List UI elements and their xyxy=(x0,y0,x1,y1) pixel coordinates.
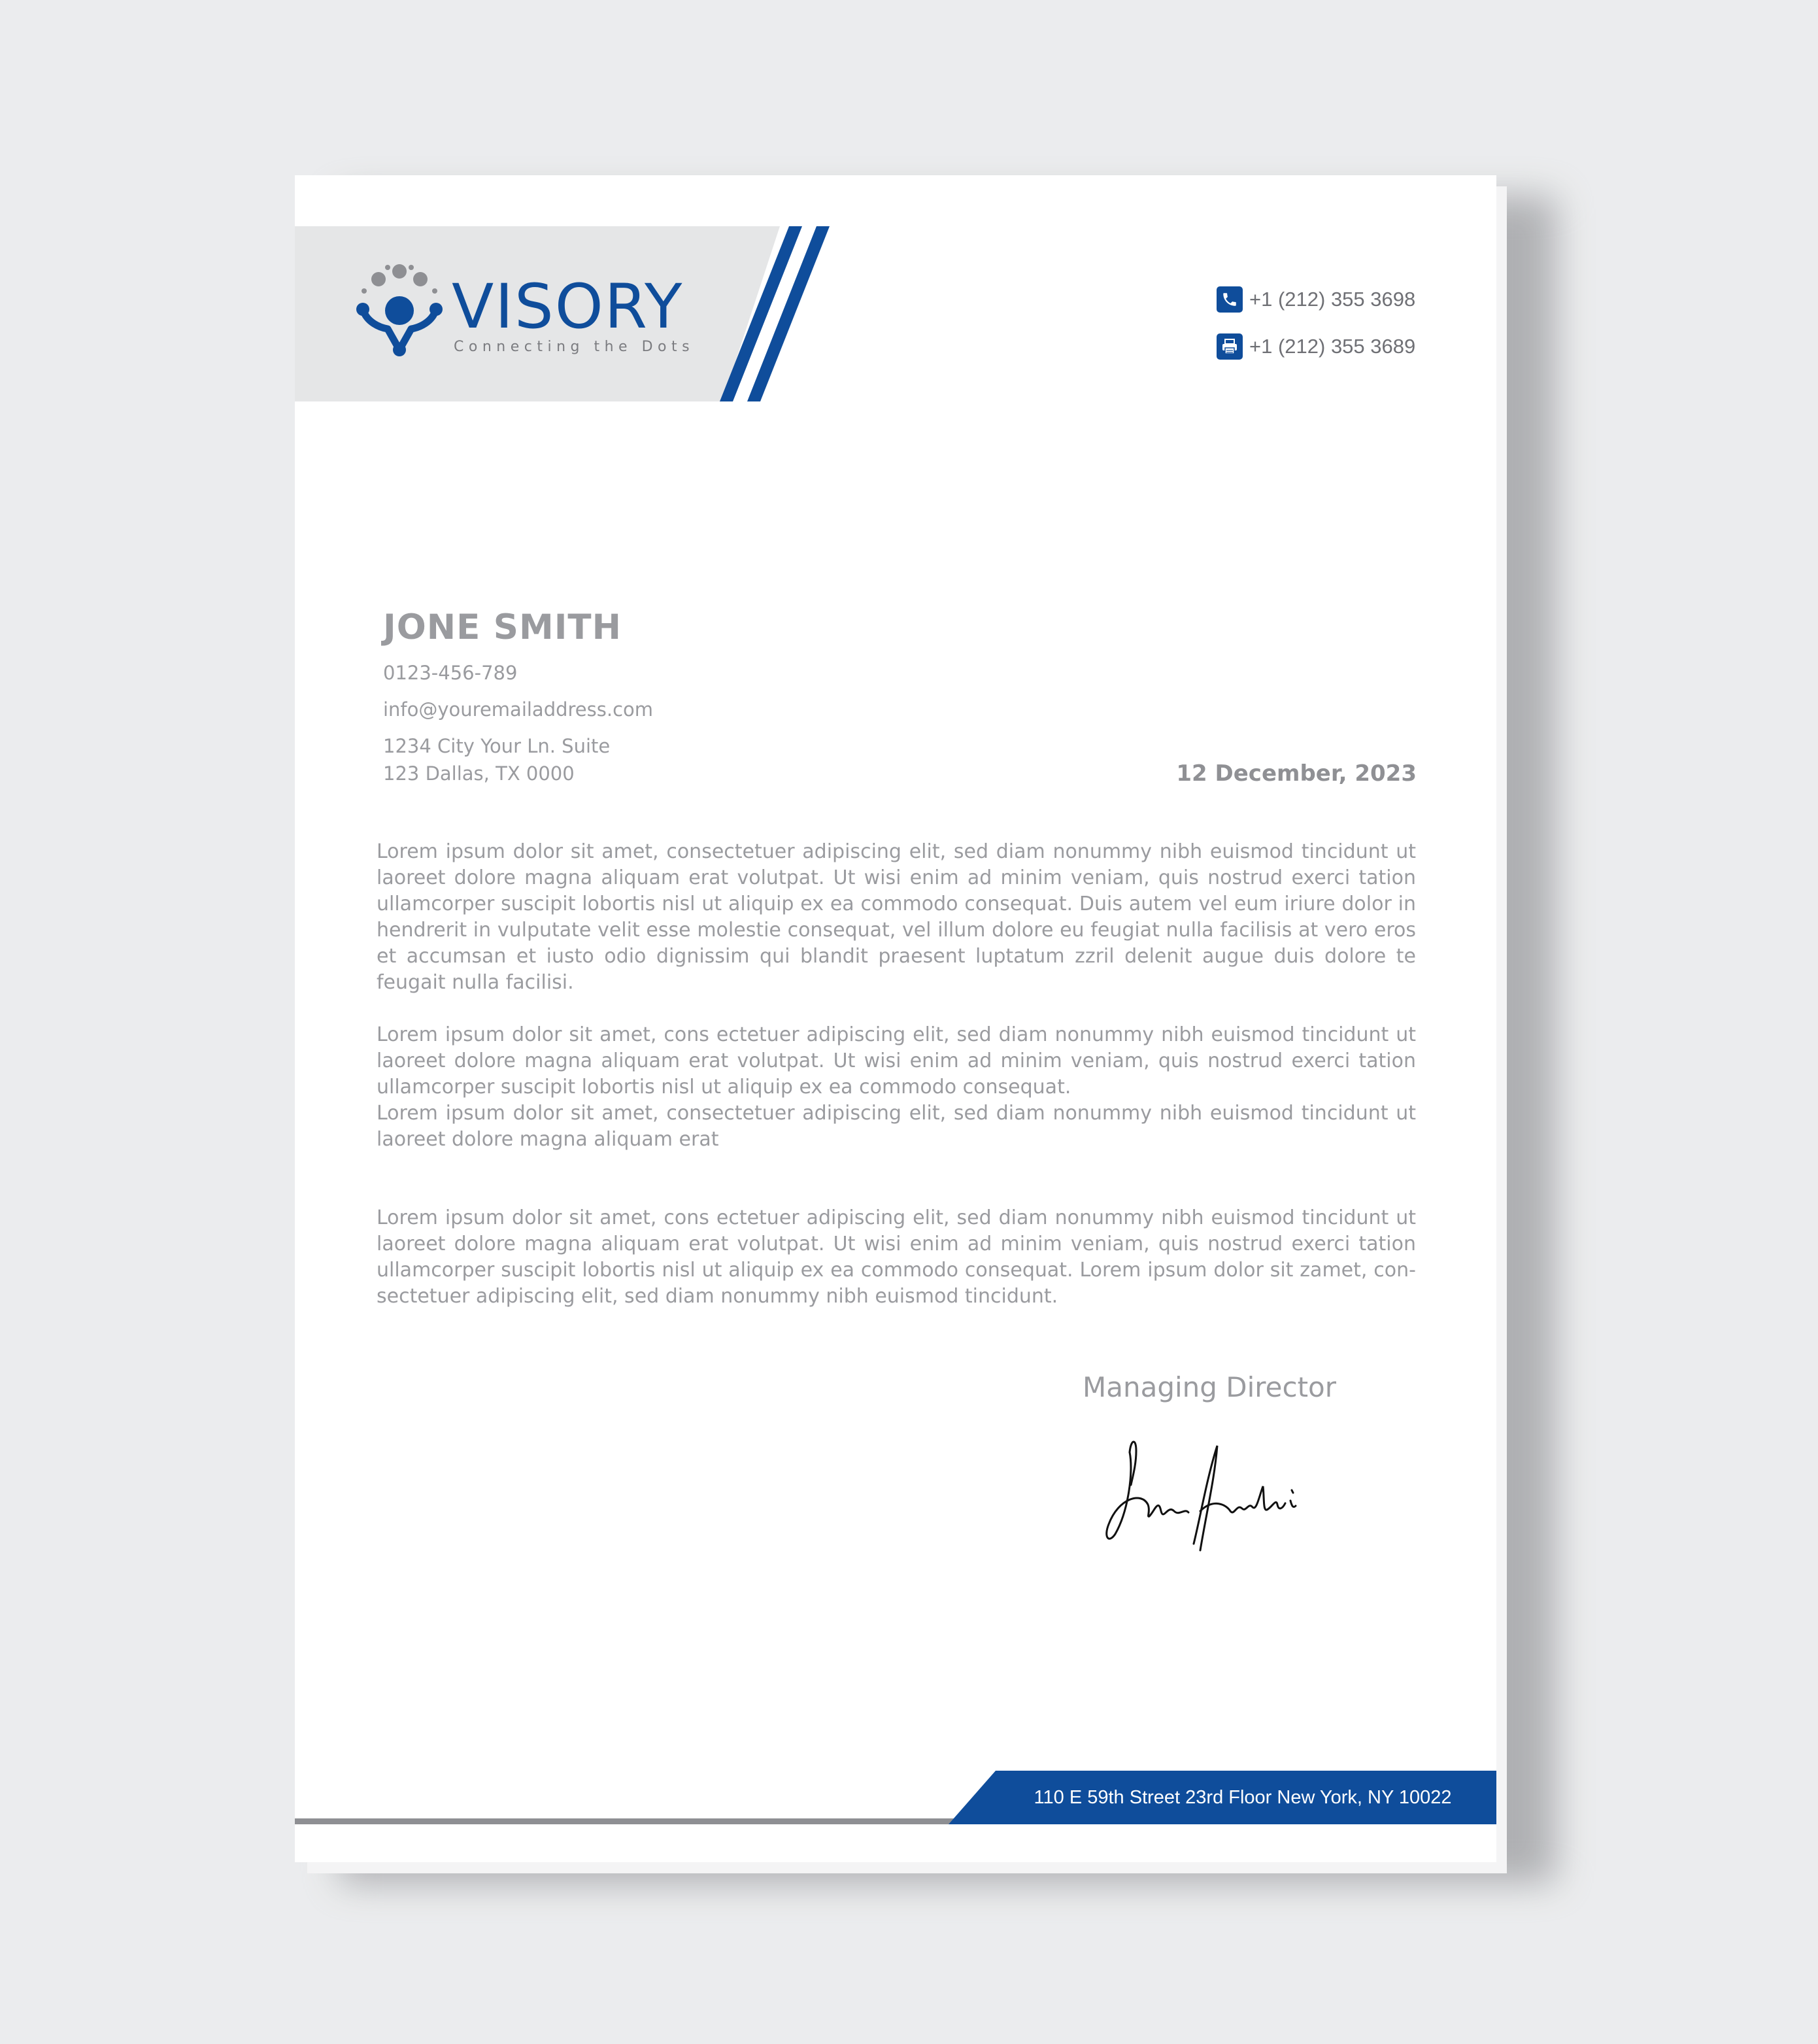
body-paragraph: Lorem ipsum dolor sit amet, consectetuer adipiscing elit, sed diam nonummy nibh euismod tincidunt ut laoreet dolore magna aliquam erat xyxy=(377,1102,1416,1151)
contact-phone: +1 (212) 355 3698 xyxy=(1249,288,1416,311)
contact-fax: +1 (212) 355 3689 xyxy=(1249,335,1416,358)
phone-icon xyxy=(1217,286,1243,313)
contact-fax-row xyxy=(1217,332,1415,361)
signatory-title: Managing Director xyxy=(1083,1371,1337,1403)
footer-gray-bar xyxy=(295,1818,954,1824)
letter-date: 12 December, 2023 xyxy=(1176,760,1417,787)
printer-icon xyxy=(1217,333,1243,360)
sender-address-line2: 123 Dallas, TX 0000 xyxy=(383,762,575,785)
sender-address-line1: 1234 City Your Ln. Suite xyxy=(383,735,611,757)
sender-phone: 0123-456-789 xyxy=(383,662,518,684)
sender-block xyxy=(383,607,841,787)
letterhead-page xyxy=(295,175,1496,1862)
sender-name: JONE SMITH xyxy=(383,607,622,647)
logo-wordmark: VISORY xyxy=(452,271,684,343)
sender-email: info@youremailaddress.com xyxy=(383,698,654,721)
footer-address: 110 E 59th Street 23rd Floor New York, NY 10022 xyxy=(1034,1787,1452,1808)
contact-phone-row xyxy=(1217,285,1415,314)
contact-block xyxy=(1217,285,1439,377)
body-paragraph: Lorem ipsum dolor sit amet, cons ectetuer adipiscing elit, sed diam nonummy nibh euismod tincidunt ut laoreet dolore magna aliquam erat volutpat. Ut wisi enim ad minim veniam, quis nostrud exerci tation ullamcorper suscipit lobortis nisl ut aliquip ex ea commodo consequat. Lorem ipsum dolor sit zamet, con-sectetuer adipiscing elit, sed diam nonummy nibh euismod tincidunt. xyxy=(377,1206,1416,1308)
logo-mark-icon xyxy=(354,264,445,368)
body-paragraph: Lorem ipsum dolor sit amet, consectetuer adipiscing elit, sed diam nonummy nibh euismod tincidunt ut laoreet dolore magna aliquam erat volutpat. Ut wisi enim ad minim veniam, quis nostrud exerci tation ullamcorper suscipit lobortis nisl ut aliquip ex ea commodo consequat. Duis autem vel eum iriure dolor in hendrerit in vulputate velit esse molestie consequat, vel illum dolore eu feugiat nulla facilisis at vero eros et accumsan et iusto odio dignissim qui blandit praesent luptatum zzril delenit augue duis dolore te feugait nulla facilisi. xyxy=(377,840,1416,994)
logo-tagline: Connecting the Dots xyxy=(454,339,695,355)
letter-body xyxy=(377,839,1416,1310)
handwritten-signature xyxy=(1102,1420,1324,1570)
signature-block xyxy=(1083,1371,1383,1570)
body-paragraph: Lorem ipsum dolor sit amet, cons ectetuer adipiscing elit, sed diam nonummy nibh euismod tincidunt ut laoreet dolore magna aliquam erat volutpat. Ut wisi enim ad minim veniam, quis nostrud exerci tation ullamcorper suscipit lobortis nisl ut aliquip ex ea commodo consequat. xyxy=(377,1023,1416,1099)
